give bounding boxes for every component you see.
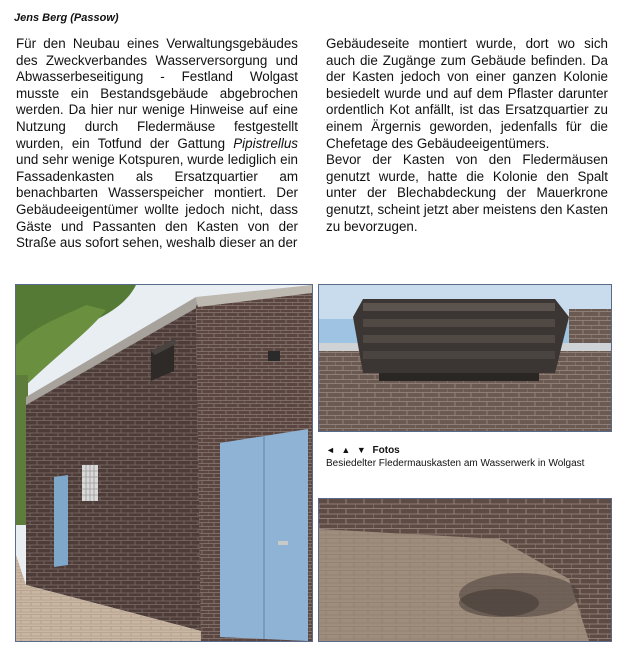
article-column-left <box>16 36 298 252</box>
photo-droppings <box>318 498 612 642</box>
author-byline: Jens Berg (Passow) <box>14 12 119 24</box>
article-paragraph-2: Bevor der Kasten von den Fledermäusen genutzt wurde, hatte die Kolonie den Spalt unter der Blechabdeckung der Mauerkrone genutzt, scheint jetzt aber meistens den Kasten zu bevorzugen. <box>326 152 608 234</box>
paragraph-1-part-b: und sehr wenige Kotspuren, wurde lediglich ein Fassadenkasten als Ersatzquartier am benachbarten Wasserspeicher montiert. Der Gebäudeeigentümer wollte jedoch nicht, dass Gäste und Passanten den Kasten von der Straße aus sofort sehen, weshalb dieser an der <box>16 152 298 251</box>
droppings-illustration <box>319 499 611 641</box>
article-paragraph-1-continued: Gebäudeseite montiert wurde, dort wo sich auch die Zugänge zum Gebäude befinden. Da der Kasten jedoch von einer ganzen Kolonie besiedelt wurde und auf dem Pflaster darunter ordentlich Kot anfällt, ist das Ersatzquartier zu einem Ärgernis geworden, jedenfalls für die Chefetage des Gebäudeeigentümers. <box>326 36 608 151</box>
photo-bat-box <box>318 284 612 432</box>
caption-text: Besiedelter Fledermauskasten am Wasserwerk in Wolgast <box>326 458 585 469</box>
genus-name: Pipistrellus <box>233 135 298 151</box>
building-illustration <box>16 285 312 641</box>
article-paragraph-1 <box>16 36 298 252</box>
photo-caption <box>326 444 616 470</box>
caption-title: Fotos <box>372 445 400 456</box>
paragraph-1-part-a: Für den Neubau eines Verwaltungsgebäudes des Zweckverbandes Wasserversorgung und Abwasserbeseitigung - Festland Wolgast musste ein Bestandsgebäude abgebrochen werden. Da hier nur wenige Hinweise auf eine Nutzung durch Fledermäuse festgestellt wurden, ein Totfund der Gattung <box>16 36 298 151</box>
article-column-right <box>326 36 608 235</box>
caption-arrows: ◄ ▲ ▼ <box>326 445 368 455</box>
photo-building <box>15 284 313 642</box>
bat-box-illustration <box>319 285 611 431</box>
